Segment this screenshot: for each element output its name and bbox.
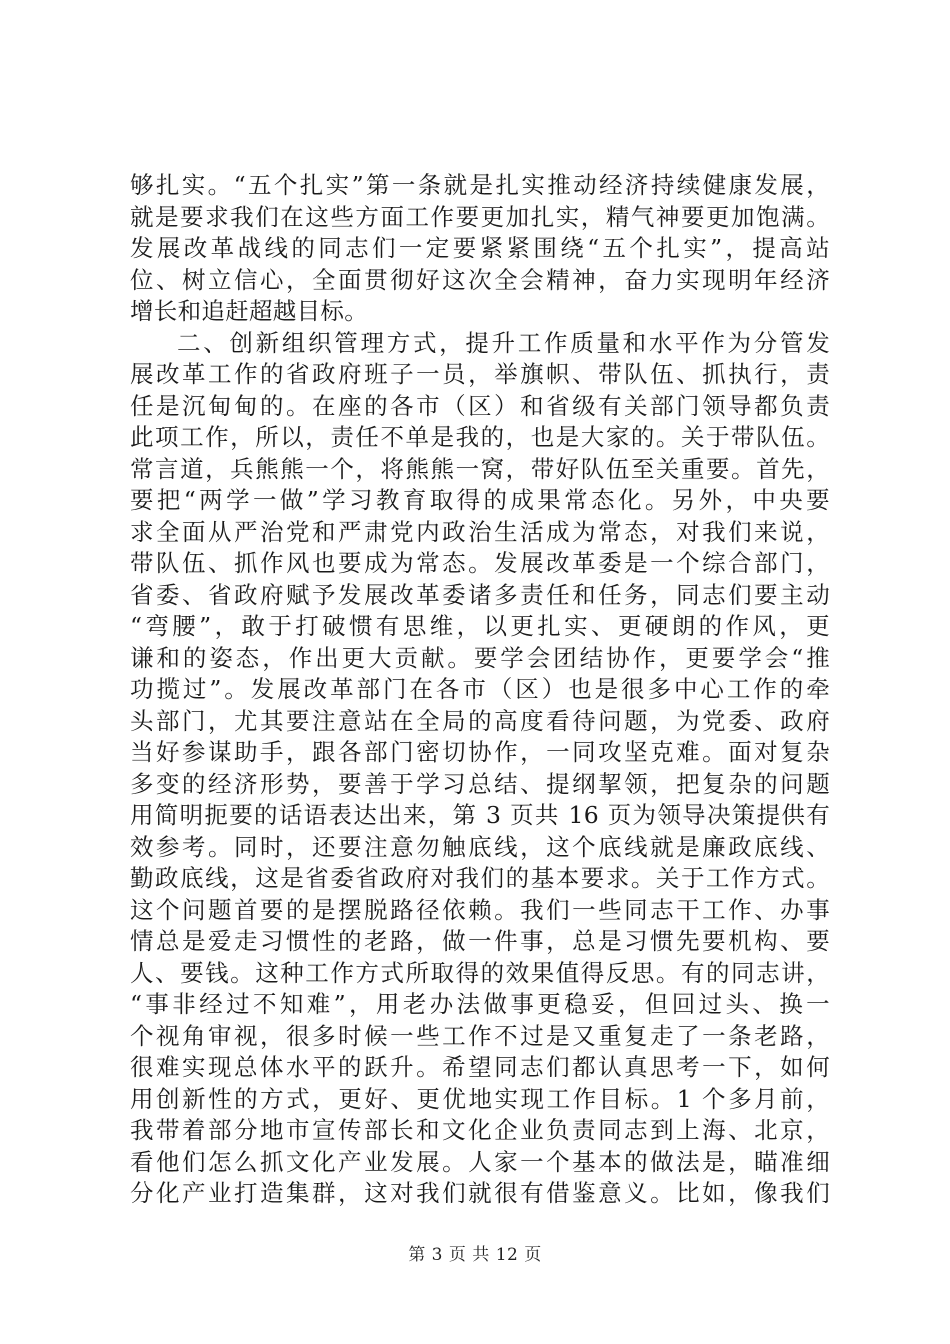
text-line: 人、要钱。这种工作方式所取得的效果值得反思。有的同志讲，	[130, 958, 830, 987]
page-footer: 第 3 页 共 12 页	[408, 1245, 542, 1265]
text-line: 效参考。同时，还要注意勿触底线，这个底线就是廉政底线、	[130, 832, 830, 861]
text-line-paragraph-start: 二、创新组织管理方式，提升工作质量和水平作为分管发	[177, 328, 830, 357]
body-text	[130, 170, 830, 1210]
text-line: 头部门，尤其要注意站在全局的高度看待问题，为党委、政府	[130, 706, 830, 735]
text-line: 位、树立信心，全面贯彻好这次全会精神，奋力实现明年经济	[130, 265, 830, 294]
text-line: 够扎实。“五个扎实”第一条就是扎实推动经济持续健康发展，	[130, 171, 830, 199]
text-line: 任是沉甸甸的。在座的各市（区）和省级有关部门领导都负责	[130, 391, 830, 420]
text-line: 分化产业打造集群，这对我们就很有借鉴意义。比如，像我们	[130, 1179, 830, 1207]
text-line: “弯腰”，敢于打破惯有思维，以更扎实、更硬朗的作风，更	[130, 612, 830, 640]
text-line: 就是要求我们在这些方面工作要更加扎实，精气神要更加饱满。	[130, 202, 830, 231]
text-line: 当好参谋助手，跟各部门密切协作，一同攻坚克难。面对复杂	[130, 738, 830, 766]
text-line: 要把“两学一做”学习教育取得的成果常态化。另外，中央要	[130, 486, 830, 514]
text-line: 功揽过”。发展改革部门在各市（区）也是很多中心工作的牵	[130, 675, 830, 703]
text-line: 用创新性的方式，更好、更优地实现工作目标。1 个多月前，	[130, 1084, 830, 1113]
text-line: “事非经过不知难”，用老办法做事更稳妥，但回过头、换一	[130, 990, 830, 1018]
text-line: 用简明扼要的话语表达出来，第 3 页共 16 页为领导决策提供有	[130, 801, 830, 829]
text-line: 多变的经济形势，要善于学习总结、提纲挈领，把复杂的问题	[130, 769, 830, 798]
text-line: 增长和追赶超越目标。	[130, 297, 368, 325]
text-line: 发展改革战线的同志们一定要紧紧围绕“五个扎实”，提高站	[130, 234, 830, 262]
text-line: 勤政底线，这是省委省政府对我们的基本要求。关于工作方式。	[130, 864, 830, 892]
text-line: 很难实现总体水平的跃升。希望同志们都认真思考一下，如何	[130, 1053, 830, 1081]
text-line: 展改革工作的省政府班子一员，举旗帜、带队伍、抓执行，责	[130, 360, 830, 388]
text-line: 看他们怎么抓文化产业发展。人家一个基本的做法是，瞄准细	[130, 1147, 830, 1176]
text-line: 谦和的姿态，作出更大贡献。要学会团结协作，更要学会“推	[130, 643, 830, 672]
text-line: 此项工作，所以，责任不单是我的，也是大家的。关于带队伍。	[130, 423, 830, 451]
text-line: 个视角审视，很多时候一些工作不过是又重复走了一条老路，	[130, 1021, 830, 1050]
text-line: 常言道，兵熊熊一个，将熊熊一窝，带好队伍至关重要。首先，	[130, 454, 830, 483]
text-line: 情总是爱走习惯性的老路，做一件事，总是习惯先要机构、要	[130, 927, 830, 955]
text-line: 这个问题首要的是摆脱路径依赖。我们一些同志干工作、办事	[130, 895, 830, 924]
text-line: 我带着部分地市宣传部长和文化企业负责同志到上海、北京，	[130, 1116, 830, 1144]
text-line: 省委、省政府赋予发展改革委诸多责任和任务，同志们要主动	[130, 580, 830, 609]
text-line: 带队伍、抓作风也要成为常态。发展改革委是一个综合部门，	[130, 549, 830, 577]
text-line: 求全面从严治党和严肃党内政治生活成为常态，对我们来说，	[130, 517, 830, 546]
